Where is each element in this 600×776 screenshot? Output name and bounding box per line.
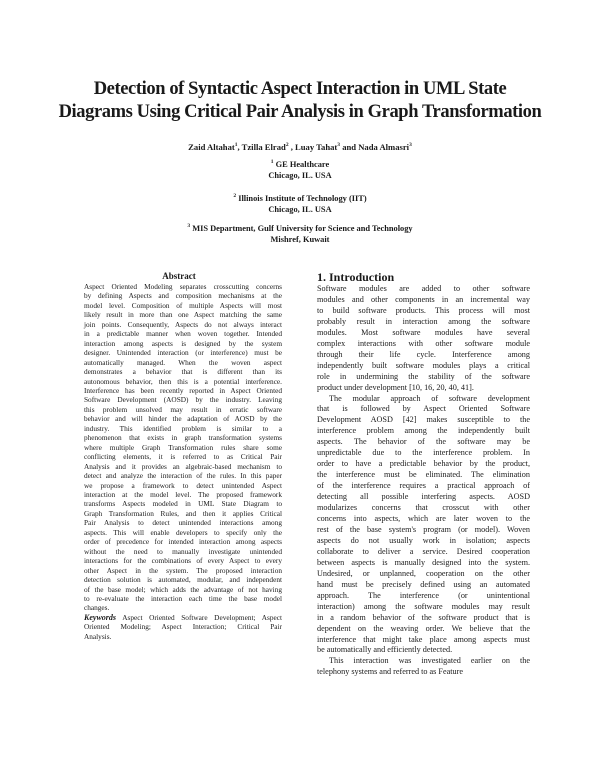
- abstract-line: autonomous behavior, then this is a potential interference.: [84, 376, 282, 386]
- intro-line: detecting all possible interfering aspects. AOSD: [317, 492, 530, 502]
- intro-line: role in undermining the stability of the software: [317, 371, 530, 381]
- affiliation-line: Illinois Institute of Technology (IIT): [238, 194, 367, 203]
- intro-line: that is followed by Aspect Oriented Software: [317, 404, 530, 414]
- intro-line: interaction) among the software modules may result: [317, 601, 530, 611]
- abstract-line: to re-evaluate the interaction each time the base model: [84, 593, 282, 603]
- abstract-line: where multiple Graph Transformation rules share some: [84, 442, 282, 452]
- abstract-line: transforms Aspects modeled in UML State Diagram to: [84, 499, 282, 509]
- keywords-line: Oriented Modeling; Aspect Interaction; Critical Pair: [84, 622, 282, 632]
- abstract-line: Pair Analysis to detect unintended interactions among: [84, 518, 282, 528]
- affiliation-3: [0, 224, 600, 245]
- abstract-line: Aspect Oriented Modeling separates crosscutting concerns: [84, 282, 282, 291]
- affiliation-line: MIS Department, Gulf University for Science and Technology: [192, 224, 413, 233]
- intro-line: be automatically and efficiently detected.: [317, 645, 453, 655]
- abstract-line: model level. Composition of multiple Aspects will most: [84, 300, 282, 310]
- abstract-line: Graph Transformation Rules, and then it applies Critical: [84, 508, 282, 518]
- abstract-line: order of precedence for intended interaction among aspects: [84, 537, 282, 547]
- intro-line: probably result in interaction among the software: [317, 316, 530, 326]
- author-name: Zaid Altahat: [188, 142, 235, 152]
- affiliation-2: [0, 194, 600, 215]
- title-line: Detection of Syntactic Aspect Interaction in UML State: [93, 79, 507, 99]
- author-sup: 3: [409, 142, 412, 149]
- abstract-line: automatically managed. When the woven aspect: [84, 357, 282, 367]
- affiliation-sup: 2: [233, 193, 237, 200]
- title-line: Diagrams Using Critical Pair Analysis in Graph Transformation: [58, 102, 542, 122]
- abstract-line: by defining Aspects and composition mechanisms at the: [84, 291, 282, 301]
- affiliation-line: Chicago, IL. USA: [268, 204, 332, 214]
- intro-line: hand must be precisely defined using an automated: [317, 579, 530, 589]
- intro-line: unpredictable due to the interference problem. In: [317, 448, 530, 458]
- intro-line: Undesired, or unplanned, cooperation on the other: [317, 568, 530, 578]
- affiliation-line: Chicago, IL. USA: [268, 170, 332, 180]
- affiliation-sup: 1: [270, 159, 274, 166]
- abstract-line: Software Development (AOSD) by the industry. Leaving: [84, 395, 282, 405]
- intro-line: telephony systems and referred to as Feature: [317, 667, 463, 677]
- abstract-line: demonstrates a behavior that is different than its: [84, 367, 282, 377]
- intro-line: complex interactions with other software module: [317, 338, 530, 348]
- intro-line: rest of the base system's program (or model). Woven: [317, 524, 530, 534]
- affiliation-1: [0, 160, 600, 181]
- abstract-line: Analysis and it provides an algebraic-based mechanism to: [84, 461, 282, 471]
- abstract-line: detection solution is automated, modular, and independent: [84, 575, 282, 585]
- affiliation-sup: 3: [187, 223, 191, 230]
- intro-line: modules and other components in an incremental way: [317, 294, 530, 304]
- paper-title: [40, 78, 560, 124]
- intro-line: the interference must be eliminated. The elimination: [317, 470, 530, 480]
- intro-line: modules. Most software modules have several: [317, 327, 530, 337]
- abstract-line: interaction among aspects is designed by the system: [84, 338, 282, 348]
- keywords-line: [84, 613, 282, 622]
- abstract-line: conflicting elements, it is referred to as Critical Pair: [84, 452, 282, 462]
- intro-line: modularizes concerns that crosscut with other: [317, 503, 530, 513]
- intro-line: interference that might take place among aspects must: [317, 634, 530, 644]
- intro-line: product under development [10, 16, 20, 40, 41].: [317, 382, 474, 392]
- abstract-line: we propose a framework to detect unintended Aspect: [84, 480, 282, 490]
- abstract-line: interactions for the combinations of every Aspect to every: [84, 556, 282, 566]
- affiliation-line: Mishref, Kuwait: [270, 234, 330, 244]
- author-name: Tzilla Elrad: [241, 142, 286, 152]
- abstract-column: [84, 282, 282, 641]
- intro-line: collaborate to deliver a service. Desired cooperation: [317, 546, 530, 556]
- author-sup: 3: [337, 142, 341, 149]
- intro-line: dependent on the weaving order. We believe that the: [317, 623, 530, 633]
- introduction-column: [317, 284, 530, 678]
- abstract-line: detect and analyze the interaction of the rules. In this paper: [84, 471, 282, 481]
- intro-line: of the interference requires a practical approach of: [317, 481, 530, 491]
- intro-line: aspects do not usually work in isolation; aspects: [317, 535, 530, 545]
- intro-line: This interaction was investigated earlier on the: [329, 656, 530, 666]
- abstract-line: behavior and will hinder the adaptation of AOSD by the: [84, 414, 282, 424]
- author-sup: 2: [285, 142, 289, 149]
- abstract-line: this problem unsolved may result in erratic software: [84, 404, 282, 414]
- abstract-line: without the need to manually investigate unintended: [84, 546, 282, 556]
- abstract-line: in a predictable manner when woven together. Intended: [84, 329, 282, 339]
- abstract-line: Interference has been recently reported in Aspect Oriented: [84, 385, 282, 395]
- abstract-line: join points. Consequently, Aspects do not always interact: [84, 319, 282, 329]
- intro-line: approach. The interference (or unintentional: [317, 590, 530, 600]
- author-list: Zaid Altahat$^1$, Tzilla Elrad$^2$ , Luay Tahat$^3$ and Nada Almasri$^3$: [188, 142, 412, 152]
- abstract-line: likely result in more than one Aspect matching the same: [84, 310, 282, 320]
- author-name: Nada Almasri: [358, 142, 410, 152]
- keywords-label: Keywords: [84, 612, 116, 622]
- intro-line: through their life cycle. Interference among: [317, 349, 530, 359]
- intro-line: aspects. The behavior of the software may be: [317, 437, 530, 447]
- intro-line: in a random behavior of the software product that is: [317, 612, 530, 622]
- intro-line: concerns into aspects, which are later woven to the: [317, 514, 530, 524]
- abstract-line: aspects. This will enable developers to specify only the: [84, 527, 282, 537]
- author-sup: 1: [234, 142, 238, 149]
- abstract-line: changes.: [84, 603, 110, 613]
- section-heading: 1. Introduction: [317, 270, 395, 284]
- author-name: Luay Tahat: [295, 142, 338, 152]
- intro-line: The modular approach of software development: [329, 393, 530, 403]
- abstract-line: of the base model; which adds the advantage of not having: [84, 584, 282, 594]
- keywords-line: Analysis.: [84, 631, 112, 641]
- intro-line: to build software products. This process will most: [317, 305, 530, 315]
- abstract-body: [84, 282, 282, 613]
- intro-line: interference problem among the independently built: [317, 426, 530, 436]
- intro-line: order to have a predictable behavior by the product,: [317, 459, 530, 469]
- affiliation-line: GE Healthcare: [275, 160, 330, 169]
- abstract-line: designer. Unintended interaction (or interference) must be: [84, 348, 282, 358]
- intro-line: independently built software modules plays a critical: [317, 360, 530, 370]
- intro-line: Software modules are added to other software: [317, 284, 530, 293]
- intro-line: Development AOSD [42] makes susceptible to the: [317, 415, 530, 425]
- abstract-line: other Aspect in the system. The proposed interaction: [84, 565, 282, 575]
- abstract-line: phenomenon that exists in graph transformation systems: [84, 433, 282, 443]
- abstract-line: industry. This identified problem is similar to a: [84, 423, 282, 433]
- keywords-text: Aspect Oriented Software Development; Aspect: [122, 612, 282, 622]
- abstract-line: interaction at the model level. The proposed framework: [84, 489, 282, 499]
- intro-line: between aspects is manually designed into the system.: [317, 557, 530, 567]
- abstract-heading: Abstract: [162, 271, 196, 281]
